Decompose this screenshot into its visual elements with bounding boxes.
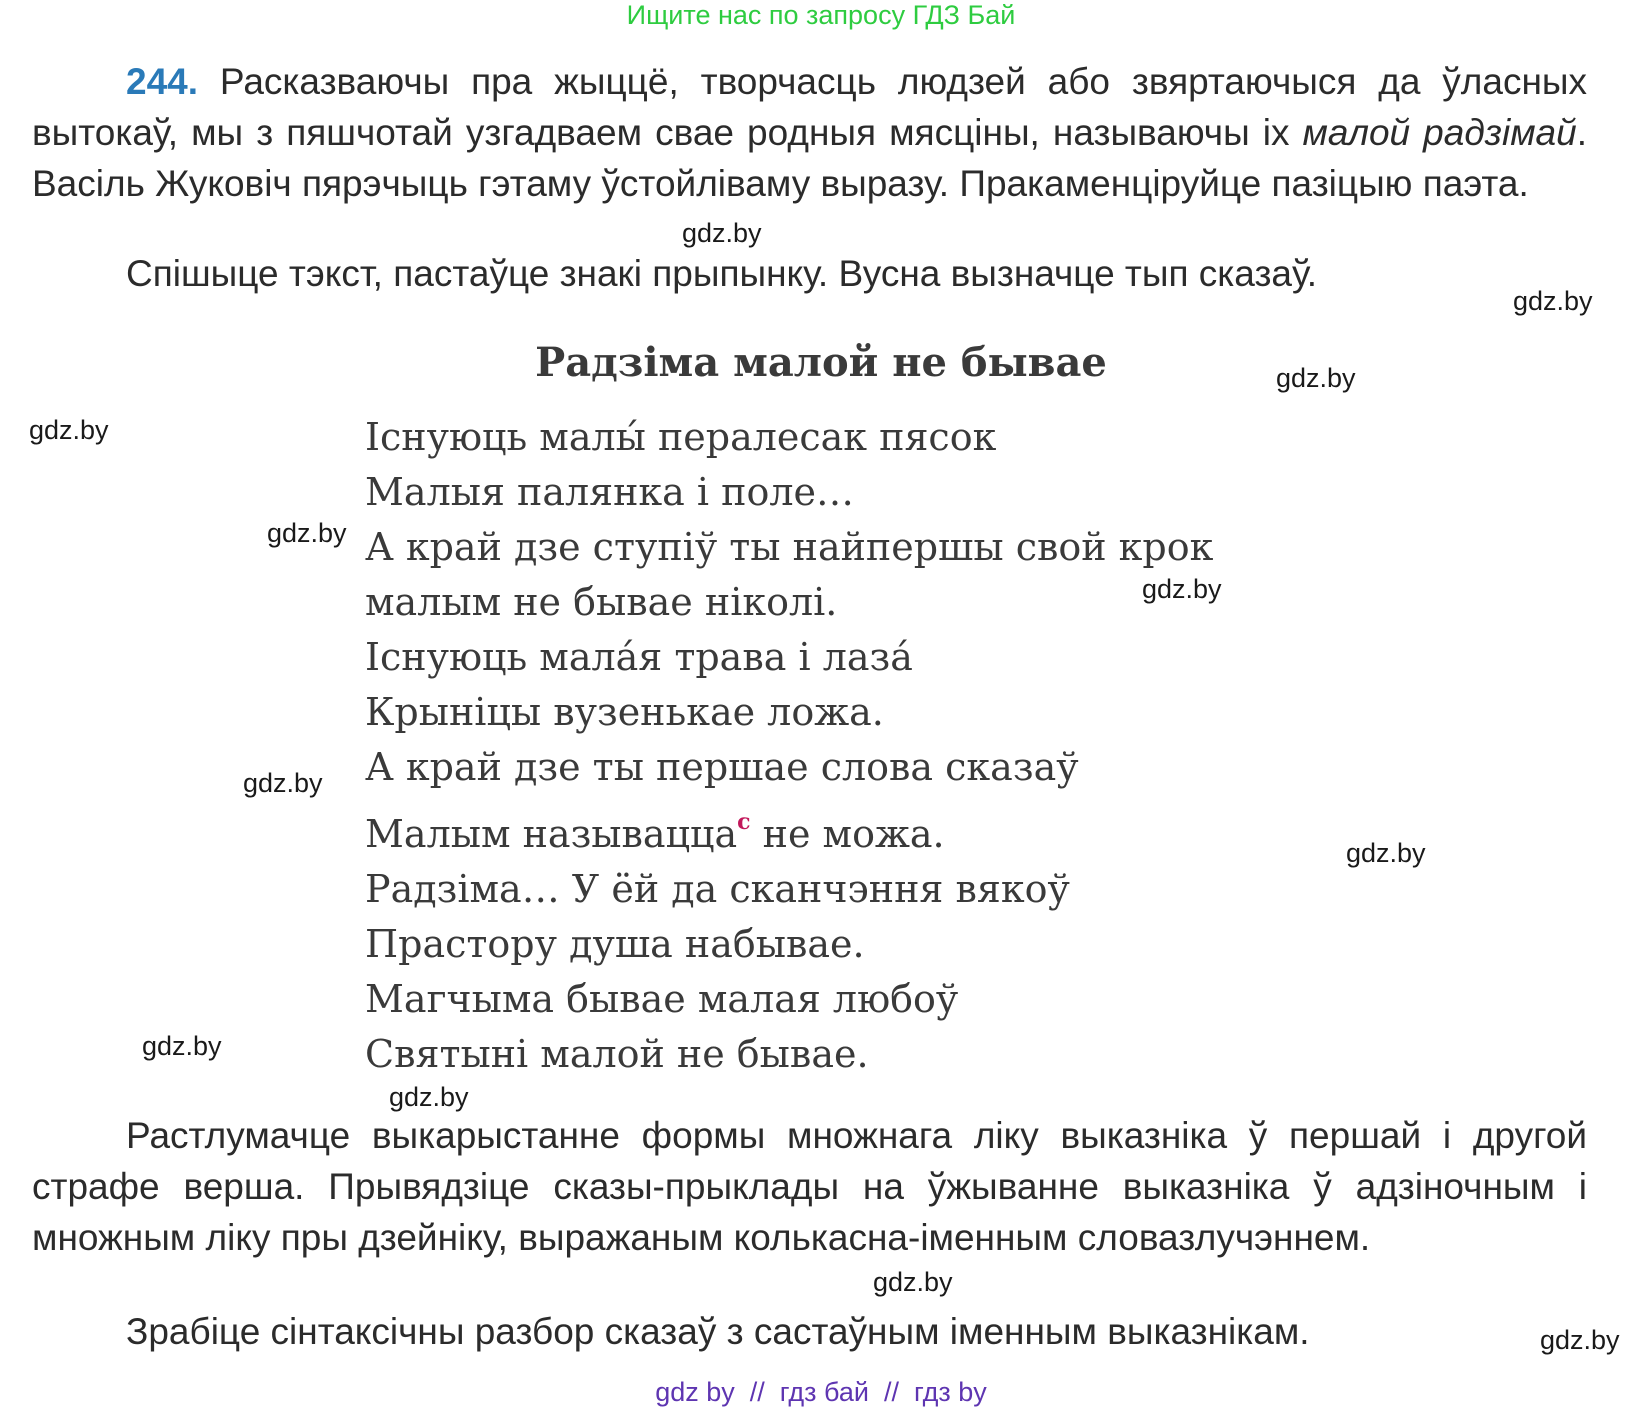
poem-line-8 (365, 795, 1213, 862)
watermark: gdz.by (1276, 363, 1356, 393)
watermark: gdz.by (29, 415, 109, 445)
watermark: gdz.by (243, 768, 323, 798)
poem-line: Існуюць малы́ пералесак пясок (365, 415, 997, 459)
poem-line: Радзіма… У ёй да сканчэння вякоў (365, 867, 1070, 911)
poem-line: малым не бывае ніколі. (365, 580, 838, 624)
parsing-instruction: Зрабіце сінтаксічны разбор сказаў з састаўным іменным выказнікам. (126, 1311, 1310, 1352)
task-paragraph-1 (32, 56, 1587, 209)
watermark: gdz.by (1142, 574, 1222, 604)
poem-line: Існуюць мала́я трава і лаза́ (365, 635, 913, 679)
poem-line-8-tail: не можа. (750, 812, 945, 856)
poem (365, 410, 1213, 1082)
task-number: 244. (126, 61, 199, 102)
task-paragraph-4 (32, 1306, 1587, 1357)
search-banner: Ищите нас по запросу ГДЗ Бай (626, 0, 1016, 30)
poem-line: Святыні малой не бывае. (365, 1032, 869, 1076)
poem-line: Крыніцы вузенькае ложа. (365, 690, 884, 734)
watermark: gdz.by (267, 518, 347, 548)
task-text-a: Расказваючы пра жыццё, творчасць людзей або звяртаючыся да ўласных вытокаў, мы з пяшчотай узгадваем свае родныя мясціны, называючы іх (32, 61, 1587, 153)
watermark: gdz.by (389, 1082, 469, 1112)
task-paragraph-3 (32, 1110, 1587, 1263)
task-text-b: . Васіль Жуковіч пярэчыць гэтаму ўстойліваму выразу. Пракаменціруйце пазіцыю паэта. (32, 112, 1587, 204)
task-instruction: Спішыце тэкст, пастаўце знакі прыпынку. Вусна вызначце тып сказаў. (126, 253, 1318, 294)
poem-line: Прастору душа набывае. (365, 922, 865, 966)
followup-instruction: Растлумачце выкарыстанне формы множнага ліку выказніка ў першай і другой страфе верша. Прывядзіце сказы-прыклады на ўжыванне выказніка ў адзіночным і множным ліку пры дзейніку, выражаным колькасна-іменным словазлучэннем. (32, 1115, 1587, 1258)
poem-line: Малыя палянка і поле… (365, 470, 854, 514)
task-paragraph-2 (32, 248, 1587, 299)
poem-line-8-head: Малым называцца (365, 812, 738, 856)
watermark: gdz.by (1513, 286, 1593, 316)
watermark: gdz.by (142, 1031, 222, 1061)
poem-line: А край дзе ступіў ты найпершы свой крок (365, 525, 1214, 569)
watermark: gdz.by (873, 1267, 953, 1297)
poem-title: Радзіма малой не бывае (535, 339, 1107, 386)
poem-line: Магчыма бывае малая любоў (365, 977, 959, 1021)
task-text-italic: малой радзімай (1302, 112, 1577, 153)
watermark: gdz.by (1540, 1325, 1620, 1355)
superscript-marker: с (737, 809, 751, 835)
footer-watermark: gdz by // гдз бай // гдз by (655, 1377, 987, 1407)
poem-line: А край дзе ты першае слова сказаў (365, 745, 1079, 789)
watermark: gdz.by (1346, 838, 1426, 868)
watermark: gdz.by (682, 218, 762, 248)
